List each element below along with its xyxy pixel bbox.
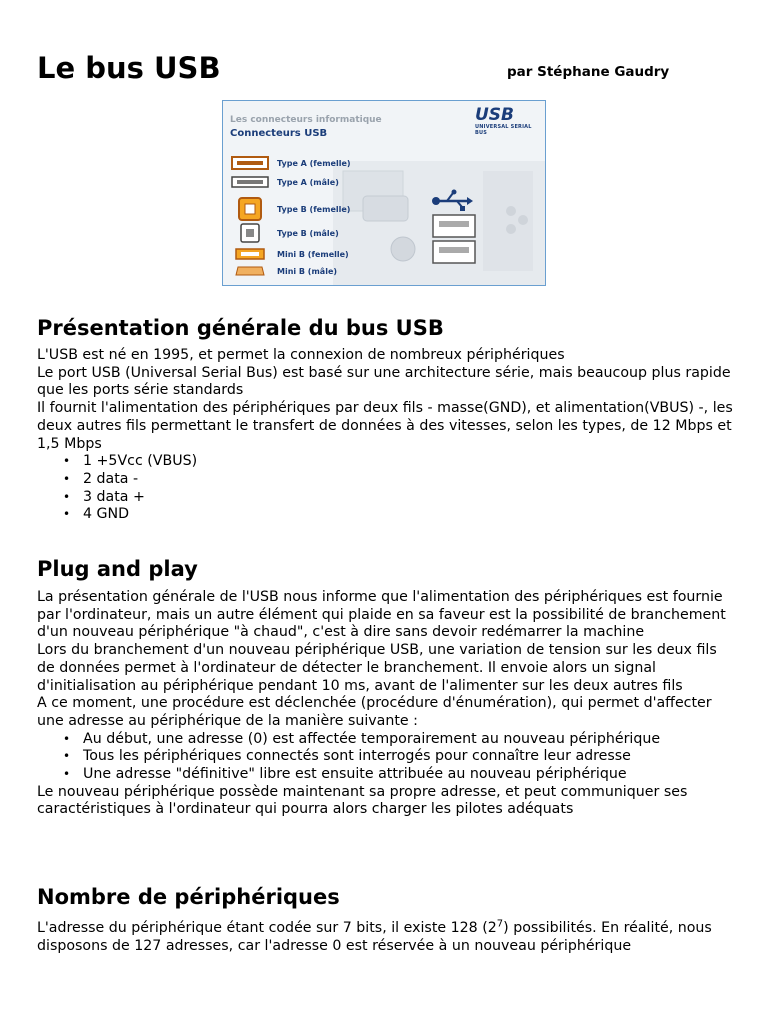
paragraph: La présentation générale de l'USB nous informe que l'alimentation des périphériques est fournie par l'ordinateur, mais un autre élément qui plaide en sa faveur est la possibilité de branchement d'un nouveau périphérique "à chaud", c'est à dire sans devoir redémarrer la machine [37,589,726,641]
figure-heading: Connecteurs USB [230,128,328,139]
section-body [37,347,737,524]
list-item: • Une adresse "définitive" libre est ensuite attribuée au nouveau périphérique [83,766,737,784]
text-segment: ) possibilités. En réalité, nous disposons de 127 adresses, car l'adresse 0 est réservée à un nouveau périphérique [37,920,712,954]
list-item: • Tous les périphériques connectés sont interrogés pour connaître leur adresse [83,748,737,766]
text-segment: L'adresse du périphérique étant codée sur 7 bits, il existe 128 (2 [37,920,497,936]
usb-mini-b-male-icon [231,264,269,278]
connector-label: Mini B (mâle) [277,266,338,276]
list-item: • Au début, une adresse (0) est affectée temporairement au nouveau périphérique [83,731,737,749]
author-byline: par Stéphane Gaudry [507,64,670,80]
usb-connectors-figure [222,100,546,286]
usb-logo [475,105,539,136]
connector-label: Type A (femelle) [277,158,351,168]
paragraph: Le nouveau périphérique possède maintenant sa propre adresse, et peut communiquer ses caractéristiques à l'ordinateur qui pourra alors charger les pilotes adéquats [37,783,688,818]
connector-label: Type B (femelle) [277,204,351,214]
list-item: • 3 data + [83,489,737,507]
usb-type-a-female-icon [231,156,269,170]
paragraph: Il fournit l'alimentation des périphériques par deux fils - masse(GND), et alimentation(VBUS) -, les deux autres fils permettant le transfert de données à des vitesses, selon les types, de 12 Mbps et 1,5 Mbps [37,400,733,452]
figure-subtitle: Les connecteurs informatique [230,115,382,125]
usb-mini-b-female-icon [231,247,269,261]
usb-logo-text: USB [475,105,515,125]
connector-row [231,175,339,189]
list-item: • 4 GND [83,506,737,524]
usb-logo-subtext: UNIVERSAL SERIAL BUS [475,124,532,136]
connector-row [231,223,339,243]
usb-trident-icon [429,185,479,269]
superscript: 7 [496,918,504,930]
paragraph: Le port USB (Universal Serial Bus) est basé sur une architecture série, mais beaucoup plus rapide que les ports série standards [37,364,731,399]
connector-label: Type B (mâle) [277,228,339,238]
section-heading: Plug and play [37,557,198,581]
paragraph: A ce moment, une procédure est déclenchée (procédure d'énumération), qui permet d'affecter une adresse au périphérique de la manière suivante : [37,695,712,729]
section-body [37,589,737,819]
connector-label: Mini B (femelle) [277,249,349,259]
usb-type-b-male-icon [231,223,269,243]
paragraph: L'USB est né en 1995, et permet la connexion de nombreux périphériques [37,347,565,363]
connector-row [231,264,337,278]
enumeration-list [37,731,737,784]
connector-row [231,197,350,221]
usb-type-b-female-icon [231,197,269,221]
usb-type-a-male-icon [231,175,269,189]
section-heading: Présentation générale du bus USB [37,316,444,340]
section-heading: Nombre de périphériques [37,885,340,909]
connector-row [231,247,349,261]
paragraph: Lors du branchement d'un nouveau périphérique USB, une variation de tension sur les deux fils de données permet à l'ordinateur de détecter le branchement. Il envoie alors un signal d'initialisation au périphérique pendant 10 ms, avant de l'alimenter sur les deux autres fils [37,642,717,694]
list-item: • 2 data - [83,471,737,489]
page-title: Le bus USB [37,51,221,85]
list-item: • 1 +5Vcc (VBUS) [83,453,737,471]
wire-list [37,453,737,524]
paragraph [37,920,737,955]
connector-row [231,156,351,170]
connector-label: Type A (mâle) [277,177,339,187]
section-body [37,920,737,955]
